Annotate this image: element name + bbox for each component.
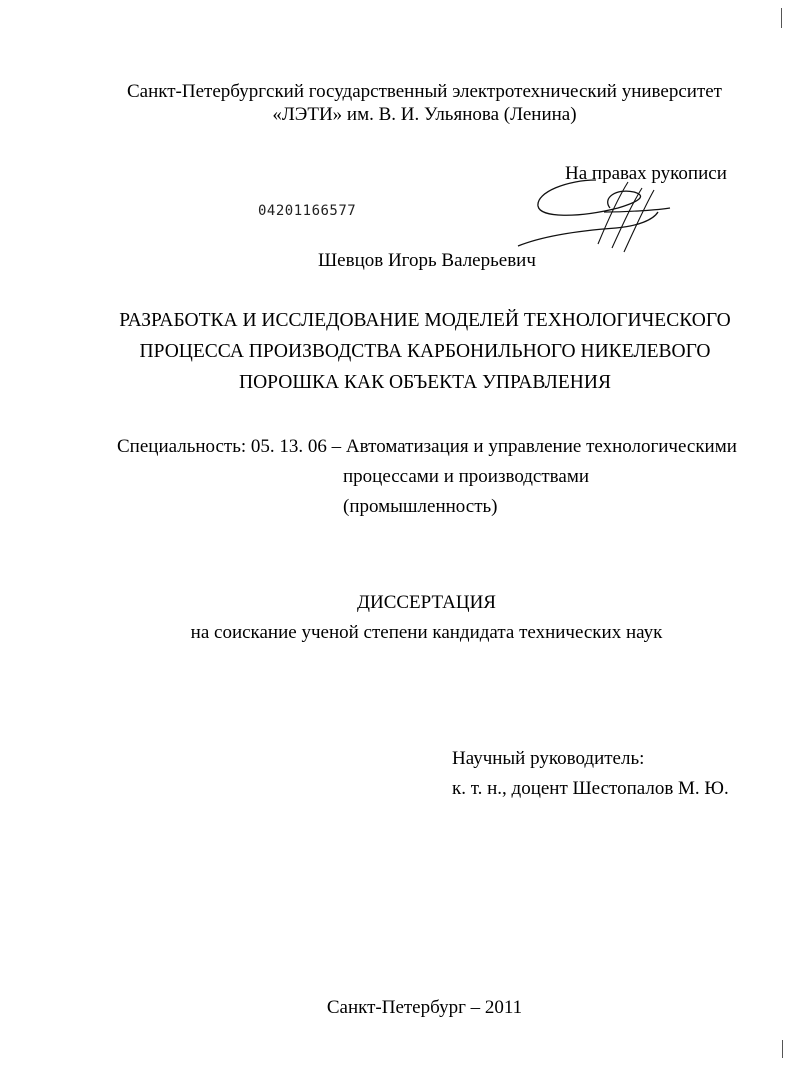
dissertation-title-line3: ПОРОШКА КАК ОБЪЕКТА УПРАВЛЕНИЯ (239, 372, 611, 393)
dissertation-title-line2: ПРОЦЕССА ПРОИЗВОДСТВА КАРБОНИЛЬНОГО НИКЕЛЕВОГО (139, 341, 711, 362)
document-type-subheading: на соискание ученой степени кандидата технических наук (190, 622, 663, 643)
supervisor-label: Научный руководитель: (452, 748, 645, 769)
specialty-line1: Специальность: 05. 13. 06 – Автоматизация и управление технологическими (117, 436, 737, 457)
scan-mark-top-right (781, 8, 782, 28)
catalog-number-stamp: 04201166577 (258, 203, 357, 219)
dissertation-title-line1: РАЗРАБОТКА И ИССЛЕДОВАНИЕ МОДЕЛЕЙ ТЕХНОЛОГИЧЕСКОГО (119, 310, 731, 331)
supervisor-name: к. т. н., доцент Шестопалов М. Ю. (452, 778, 729, 799)
university-name-line1: Санкт-Петербургский государственный электротехнический университет (127, 81, 722, 102)
signature (508, 168, 678, 258)
place-and-year: Санкт-Петербург – 2011 (326, 997, 523, 1018)
author-name: Шевцов Игорь Валерьевич (318, 250, 536, 271)
specialty-line2: процессами и производствами (343, 466, 590, 487)
scan-mark-bottom-right (782, 1040, 783, 1058)
document-type-heading: ДИССЕРТАЦИЯ (357, 592, 496, 613)
manuscript-note: На правах рукописи (565, 163, 727, 184)
specialty-line3: (промышленность) (343, 496, 498, 517)
university-name-line2: «ЛЭТИ» им. В. И. Ульянова (Ленина) (272, 104, 577, 125)
